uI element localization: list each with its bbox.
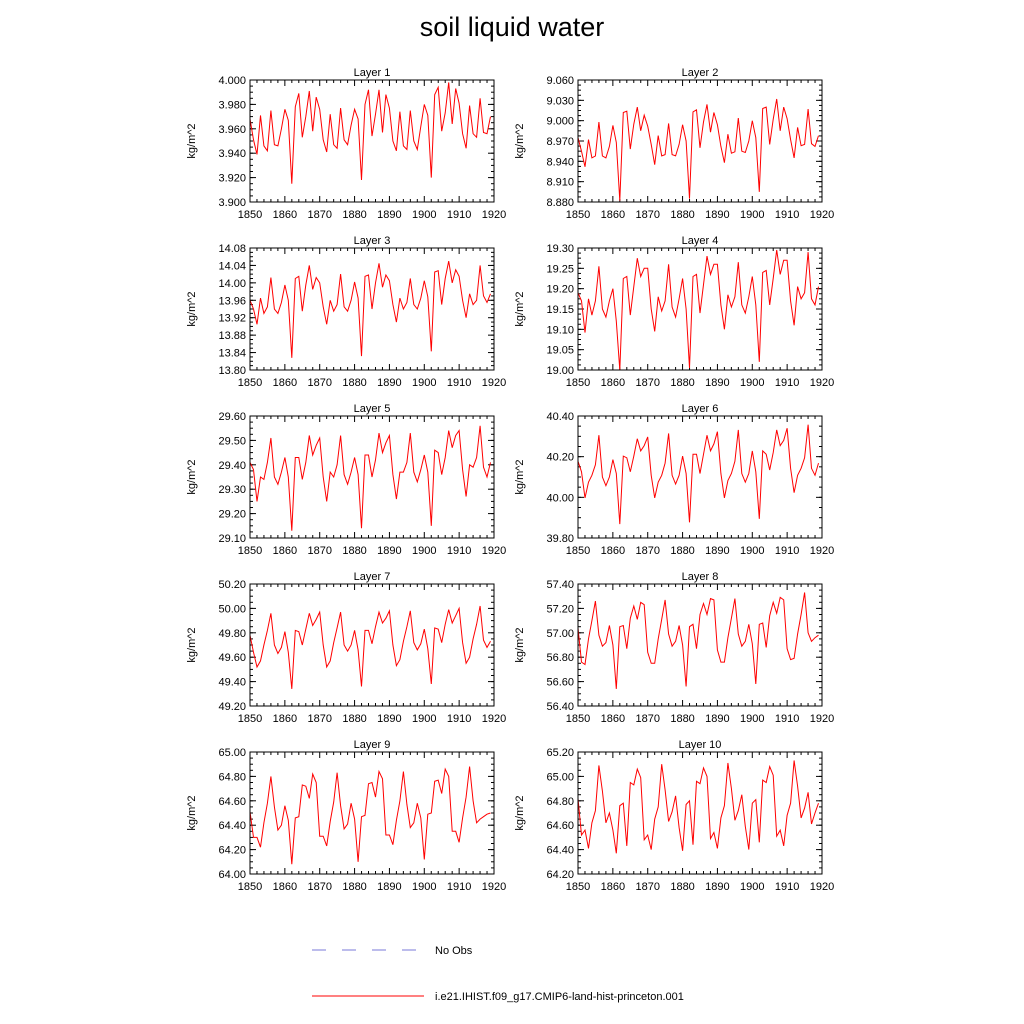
x-tick-label: 1900 xyxy=(412,881,437,893)
x-tick-label: 1870 xyxy=(307,881,332,893)
x-tick-label: 1880 xyxy=(342,209,367,221)
y-tick-label: 64.20 xyxy=(218,844,246,857)
y-tick-label: 56.60 xyxy=(546,676,574,689)
legend xyxy=(312,945,684,1003)
x-tick-label: 1870 xyxy=(307,545,332,557)
y-tick-label: 56.80 xyxy=(546,652,574,665)
y-tick-label: 3.900 xyxy=(218,197,246,209)
y-tick-label: 8.910 xyxy=(546,176,574,189)
x-tick-label: 1910 xyxy=(774,545,800,557)
y-tick-label: 50.20 xyxy=(218,579,246,591)
y-tick-label: 64.80 xyxy=(218,771,246,784)
y-tick-label: 19.05 xyxy=(546,344,574,357)
y-axis-label: kg/m^2 xyxy=(186,627,198,663)
y-tick-label: 13.92 xyxy=(218,312,246,325)
x-tick-label: 1850 xyxy=(237,881,263,893)
y-axis-label: kg/m^2 xyxy=(514,291,526,327)
y-tick-label: 64.20 xyxy=(546,869,574,881)
panel-title: Layer 6 xyxy=(681,403,719,415)
y-tick-label: 9.000 xyxy=(546,115,574,128)
y-tick-label: 4.000 xyxy=(218,75,246,87)
panel-layer-1 xyxy=(186,67,506,221)
x-tick-label: 1860 xyxy=(272,377,298,389)
x-tick-label: 1920 xyxy=(809,377,835,389)
panel-title: Layer 1 xyxy=(353,67,391,79)
x-tick-label: 1860 xyxy=(272,209,298,221)
x-tick-label: 1920 xyxy=(481,713,507,725)
y-tick-label: 64.60 xyxy=(546,820,574,833)
x-tick-label: 1860 xyxy=(272,881,298,893)
y-tick-label: 19.20 xyxy=(546,283,574,296)
x-tick-label: 1920 xyxy=(809,713,835,725)
x-tick-label: 1890 xyxy=(377,209,402,221)
y-tick-label: 56.40 xyxy=(546,701,574,713)
x-tick-label: 1890 xyxy=(377,545,402,557)
series-line xyxy=(578,593,819,689)
y-axis-label: kg/m^2 xyxy=(186,123,198,159)
x-tick-label: 1900 xyxy=(740,713,765,725)
y-tick-label: 29.20 xyxy=(218,508,246,521)
y-tick-label: 13.80 xyxy=(218,365,246,377)
x-tick-label: 1850 xyxy=(565,209,591,221)
x-tick-label: 1900 xyxy=(740,377,765,389)
y-tick-label: 19.00 xyxy=(546,365,574,377)
y-tick-label: 14.08 xyxy=(218,243,246,255)
y-tick-label: 40.20 xyxy=(546,451,574,464)
x-tick-label: 1900 xyxy=(412,209,437,221)
x-tick-label: 1900 xyxy=(412,377,437,389)
y-tick-label: 39.80 xyxy=(546,533,574,545)
y-tick-label: 57.40 xyxy=(546,579,574,591)
x-tick-label: 1850 xyxy=(237,713,263,725)
series-line xyxy=(578,425,819,524)
y-tick-label: 65.20 xyxy=(546,747,574,759)
x-tick-label: 1870 xyxy=(307,209,332,221)
y-tick-label: 40.40 xyxy=(546,411,574,423)
y-tick-label: 49.80 xyxy=(218,627,246,640)
series-line xyxy=(578,250,819,370)
x-tick-label: 1910 xyxy=(446,881,472,893)
y-axis-label: kg/m^2 xyxy=(186,795,198,831)
panel-title: Layer 7 xyxy=(353,571,391,583)
y-tick-label: 29.30 xyxy=(218,484,246,497)
x-tick-label: 1920 xyxy=(481,209,507,221)
series-line xyxy=(250,261,491,358)
y-tick-label: 29.50 xyxy=(218,435,246,448)
x-tick-label: 1900 xyxy=(412,713,437,725)
x-tick-label: 1910 xyxy=(446,209,472,221)
y-tick-label: 29.40 xyxy=(218,459,246,472)
y-tick-label: 64.60 xyxy=(218,795,246,808)
series-line xyxy=(250,82,491,183)
panel-title: Layer 10 xyxy=(678,739,722,751)
x-tick-label: 1890 xyxy=(705,881,730,893)
panel-layer-6 xyxy=(514,403,834,557)
x-tick-label: 1860 xyxy=(600,881,626,893)
x-tick-label: 1880 xyxy=(342,713,367,725)
x-tick-label: 1920 xyxy=(481,377,507,389)
panel-layer-2 xyxy=(514,67,834,221)
y-tick-label: 9.030 xyxy=(546,95,574,108)
x-tick-label: 1890 xyxy=(705,545,730,557)
x-tick-label: 1920 xyxy=(809,545,835,557)
panel-layer-4 xyxy=(514,235,834,389)
y-tick-label: 64.40 xyxy=(218,820,246,833)
y-tick-label: 19.10 xyxy=(546,324,574,337)
plot-frame xyxy=(250,80,494,202)
y-tick-label: 40.00 xyxy=(546,492,574,505)
y-tick-label: 3.940 xyxy=(218,148,246,161)
legend-label: No Obs xyxy=(435,945,473,957)
x-tick-label: 1860 xyxy=(600,377,626,389)
y-tick-label: 64.40 xyxy=(546,844,574,857)
x-tick-label: 1870 xyxy=(635,713,660,725)
x-tick-label: 1910 xyxy=(446,377,472,389)
x-tick-label: 1920 xyxy=(809,881,835,893)
y-tick-label: 3.920 xyxy=(218,172,246,185)
panel-layer-10 xyxy=(514,739,834,893)
x-tick-label: 1880 xyxy=(342,377,367,389)
x-tick-label: 1890 xyxy=(705,377,730,389)
y-tick-label: 13.96 xyxy=(218,295,246,308)
panel-title: Layer 3 xyxy=(353,235,391,247)
plot-frame xyxy=(578,80,822,202)
x-tick-label: 1870 xyxy=(635,209,660,221)
x-tick-label: 1890 xyxy=(705,713,730,725)
x-tick-label: 1850 xyxy=(237,377,263,389)
x-tick-label: 1880 xyxy=(670,713,695,725)
y-tick-label: 14.00 xyxy=(218,277,246,290)
panel-layer-5 xyxy=(186,403,506,557)
series-line xyxy=(578,99,819,201)
y-axis-label: kg/m^2 xyxy=(514,459,526,495)
y-tick-label: 50.00 xyxy=(218,603,246,616)
x-tick-label: 1910 xyxy=(446,713,472,725)
x-tick-label: 1900 xyxy=(740,209,765,221)
x-tick-label: 1850 xyxy=(237,545,263,557)
x-tick-label: 1850 xyxy=(565,881,591,893)
y-tick-label: 8.880 xyxy=(546,197,574,209)
x-tick-label: 1860 xyxy=(600,713,626,725)
panel-layer-8 xyxy=(514,571,834,725)
panel-title: Layer 9 xyxy=(353,739,391,751)
y-tick-label: 13.84 xyxy=(218,347,246,360)
panel-layer-9 xyxy=(186,739,506,893)
x-tick-label: 1860 xyxy=(272,713,298,725)
plot-frame xyxy=(578,584,822,706)
y-axis-label: kg/m^2 xyxy=(514,123,526,159)
y-tick-label: 57.00 xyxy=(546,627,574,640)
y-tick-label: 29.60 xyxy=(218,411,246,423)
x-tick-label: 1880 xyxy=(342,881,367,893)
y-tick-label: 49.40 xyxy=(218,676,246,689)
panel-layer-3 xyxy=(186,235,506,389)
page-title: soil liquid water xyxy=(419,12,605,42)
x-tick-label: 1900 xyxy=(412,545,437,557)
y-tick-label: 65.00 xyxy=(546,771,574,784)
x-tick-label: 1910 xyxy=(446,545,472,557)
y-tick-label: 13.88 xyxy=(218,330,246,343)
y-tick-label: 65.00 xyxy=(218,747,246,759)
y-tick-label: 3.960 xyxy=(218,123,246,136)
x-tick-label: 1880 xyxy=(670,881,695,893)
x-tick-label: 1890 xyxy=(377,713,402,725)
y-axis-label: kg/m^2 xyxy=(514,627,526,663)
y-tick-label: 9.060 xyxy=(546,75,574,87)
x-tick-label: 1860 xyxy=(272,545,298,557)
x-tick-label: 1920 xyxy=(809,209,835,221)
panel-title: Layer 4 xyxy=(681,235,719,247)
plot-frame xyxy=(578,752,822,874)
x-tick-label: 1870 xyxy=(635,545,660,557)
panel-layer-7 xyxy=(186,571,506,725)
x-tick-label: 1890 xyxy=(705,209,730,221)
series-line xyxy=(250,767,491,865)
x-tick-label: 1900 xyxy=(740,545,765,557)
x-tick-label: 1860 xyxy=(600,209,626,221)
y-tick-label: 19.30 xyxy=(546,243,574,255)
x-tick-label: 1910 xyxy=(774,209,800,221)
y-axis-label: kg/m^2 xyxy=(186,459,198,495)
x-tick-label: 1880 xyxy=(342,545,367,557)
x-tick-label: 1890 xyxy=(377,377,402,389)
y-tick-label: 49.60 xyxy=(218,652,246,665)
x-tick-label: 1920 xyxy=(481,545,507,557)
x-tick-label: 1870 xyxy=(307,377,332,389)
y-tick-label: 64.00 xyxy=(218,869,246,881)
x-tick-label: 1850 xyxy=(237,209,263,221)
panel-title: Layer 5 xyxy=(353,403,391,415)
y-tick-label: 14.04 xyxy=(218,260,246,273)
y-tick-label: 29.10 xyxy=(218,533,246,545)
legend-label: i.e21.IHIST.f09_g17.CMIP6-land-hist-princeton.001 xyxy=(435,991,684,1003)
x-tick-label: 1870 xyxy=(635,377,660,389)
series-line xyxy=(250,426,491,531)
x-tick-label: 1870 xyxy=(635,881,660,893)
y-tick-label: 57.20 xyxy=(546,603,574,616)
y-tick-label: 49.20 xyxy=(218,701,246,713)
x-tick-label: 1860 xyxy=(600,545,626,557)
y-tick-label: 19.25 xyxy=(546,263,574,276)
y-axis-label: kg/m^2 xyxy=(514,795,526,831)
y-tick-label: 19.15 xyxy=(546,304,574,316)
x-tick-label: 1890 xyxy=(377,881,402,893)
y-axis-label: kg/m^2 xyxy=(186,291,198,327)
series-line xyxy=(578,761,819,854)
series-line xyxy=(250,606,491,689)
x-tick-label: 1900 xyxy=(740,881,765,893)
x-tick-label: 1910 xyxy=(774,377,800,389)
x-tick-label: 1880 xyxy=(670,209,695,221)
y-tick-label: 3.980 xyxy=(218,99,246,112)
x-tick-label: 1880 xyxy=(670,545,695,557)
x-tick-label: 1870 xyxy=(307,713,332,725)
x-tick-label: 1850 xyxy=(565,545,591,557)
x-tick-label: 1910 xyxy=(774,713,800,725)
y-tick-label: 8.970 xyxy=(546,136,574,148)
x-tick-label: 1910 xyxy=(774,881,800,893)
y-tick-label: 64.80 xyxy=(546,795,574,808)
panel-title: Layer 2 xyxy=(681,67,719,79)
x-tick-label: 1850 xyxy=(565,713,591,725)
x-tick-label: 1920 xyxy=(481,881,507,893)
y-tick-label: 8.940 xyxy=(546,156,574,169)
panel-title: Layer 8 xyxy=(681,571,719,583)
x-tick-label: 1880 xyxy=(670,377,695,389)
x-tick-label: 1850 xyxy=(565,377,591,389)
